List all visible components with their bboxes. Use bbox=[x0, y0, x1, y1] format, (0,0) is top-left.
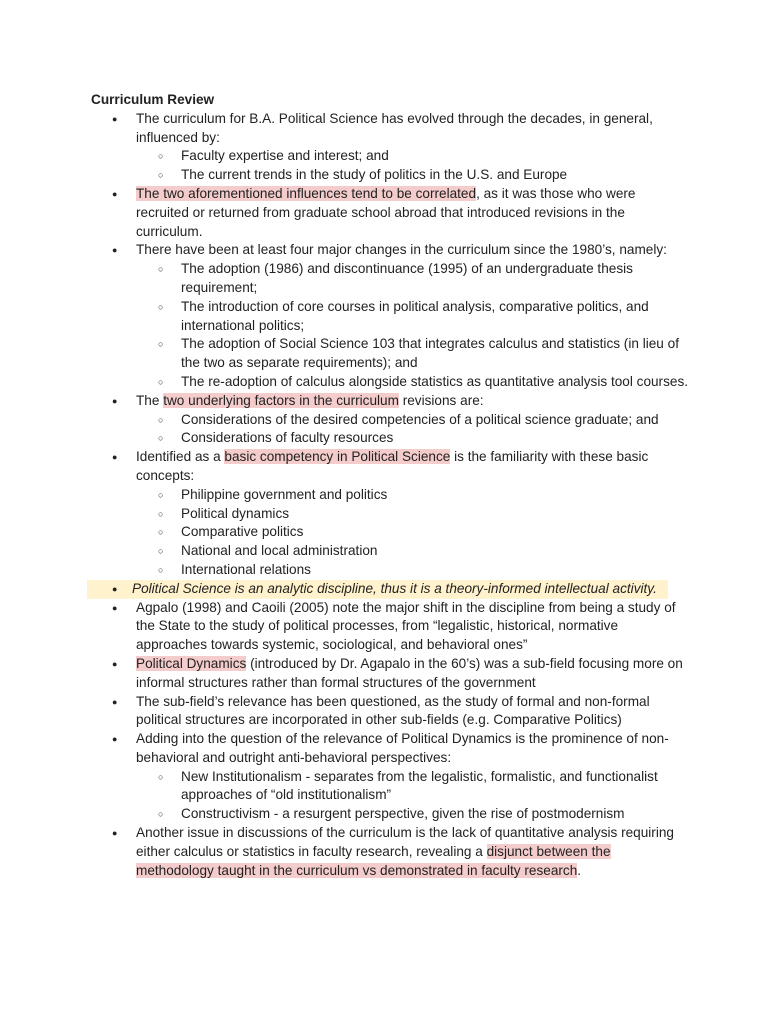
list-item bbox=[91, 185, 691, 241]
item-text: The bbox=[136, 392, 164, 408]
sub-list bbox=[136, 411, 691, 449]
sub-list-item: ○ Philippine government and politics bbox=[136, 486, 691, 505]
highlighted-text: basic competency in Political Science bbox=[224, 449, 451, 465]
item-text: The curriculum for B.A. Political Science has evolved through the decades, in general, influenced by: bbox=[136, 110, 653, 145]
sub-list bbox=[136, 486, 691, 580]
list-item bbox=[91, 730, 691, 824]
sub-list-item: ○ Constructivism - a resurgent perspective, given the rise of postmodernism bbox=[136, 805, 691, 824]
item-text: Adding into the question of the relevance of Political Dynamics is the prominence of non-behavioral and outright anti-behavioral perspectives: bbox=[136, 731, 669, 765]
highlighted-text: The two aforementioned influences tend to be correlated bbox=[136, 185, 477, 201]
sub-list bbox=[136, 260, 691, 392]
item-text: Agpalo (1998) and Caoili (2005) note the major shift in the discipline from being a study of the State to the study of political processes, from “legalistic, historical, normative approaches towards systemic, sociological, and behavioral ones” bbox=[136, 599, 676, 653]
sub-list bbox=[136, 768, 691, 824]
sub-list-item: ○ The adoption (1986) and discontinuance (1995) of an undergraduate thesis requirement; bbox=[136, 260, 691, 298]
sub-list-item: ○ The re-adoption of calculus alongside statistics as quantitative analysis tool courses. bbox=[136, 373, 691, 392]
sub-list-item: ○ The introduction of core courses in political analysis, comparative politics, and international politics; bbox=[136, 298, 691, 336]
list-item bbox=[91, 241, 691, 391]
sub-list-item: ○ National and local administration bbox=[136, 542, 691, 561]
sub-list-item: ○ Considerations of faculty resources bbox=[136, 429, 691, 448]
list-item bbox=[91, 824, 691, 880]
item-text: (introduced by Dr. Agapalo in the 60’s) was a sub-field focusing more on informal structures rather than formal structures of the government bbox=[136, 655, 683, 690]
sub-list-item: ○ Comparative politics bbox=[136, 523, 691, 542]
sub-list-item: ○ The adoption of Social Science 103 that integrates calculus and statistics (in lieu of the two as separate requirements); and bbox=[136, 335, 691, 373]
item-text: is the familiarity with these basic concepts: bbox=[136, 449, 649, 483]
sub-list-item: ○ Political dynamics bbox=[136, 505, 691, 524]
list-item bbox=[91, 655, 691, 693]
highlighted-text: Political Dynamics bbox=[136, 655, 247, 671]
item-text: , as it was those who were recruited or returned from graduate school abroad that introduced revisions in the curriculum. bbox=[136, 185, 636, 239]
sub-list-item: ○ New Institutionalism - separates from the legalistic, formalistic, and functionalist approaches of “old institutionalism” bbox=[136, 768, 691, 806]
item-text: The sub-field’s relevance has been questioned, as the study of formal and non-formal political structures are incorporated in other sub-fields (e.g. Comparative Politics) bbox=[136, 693, 650, 728]
sub-list-item: ○ The current trends in the study of politics in the U.S. and Europe bbox=[136, 166, 691, 185]
sub-list-item: ○ Considerations of the desired competencies of a political science graduate; and bbox=[136, 411, 691, 430]
item-text: Identified as a bbox=[136, 449, 225, 465]
list-item-highlighted bbox=[87, 580, 668, 599]
item-text: There have been at least four major changes in the curriculum since the 1980’s, namely: bbox=[136, 242, 667, 258]
sub-list-item: ○ Faculty expertise and interest; and bbox=[136, 147, 691, 166]
list-item bbox=[91, 599, 691, 655]
page-title: Curriculum Review bbox=[91, 92, 215, 107]
highlighted-text: disjunct between the methodology taught in the curriculum vs demonstrated in faculty research bbox=[136, 843, 611, 878]
list-item bbox=[91, 693, 691, 731]
item-text: . bbox=[577, 862, 582, 878]
bullet-list bbox=[91, 110, 691, 881]
item-text: revisions are: bbox=[398, 392, 484, 408]
list-item bbox=[91, 392, 691, 448]
sub-list bbox=[136, 147, 691, 185]
list-item bbox=[91, 448, 691, 580]
sub-list-item: ○ International relations bbox=[136, 561, 691, 580]
list-item bbox=[91, 110, 691, 185]
document-page bbox=[91, 91, 691, 880]
highlighted-text: two underlying factors in the curriculum bbox=[163, 392, 399, 408]
item-text: Another issue in discussions of the curriculum is the lack of quantitative analysis requiring either calculus or statistics in faculty research, revealing a bbox=[136, 825, 674, 859]
italic-statement: Political Science is an analytic discipline, thus it is a theory-informed intellectual activity. bbox=[132, 580, 657, 596]
